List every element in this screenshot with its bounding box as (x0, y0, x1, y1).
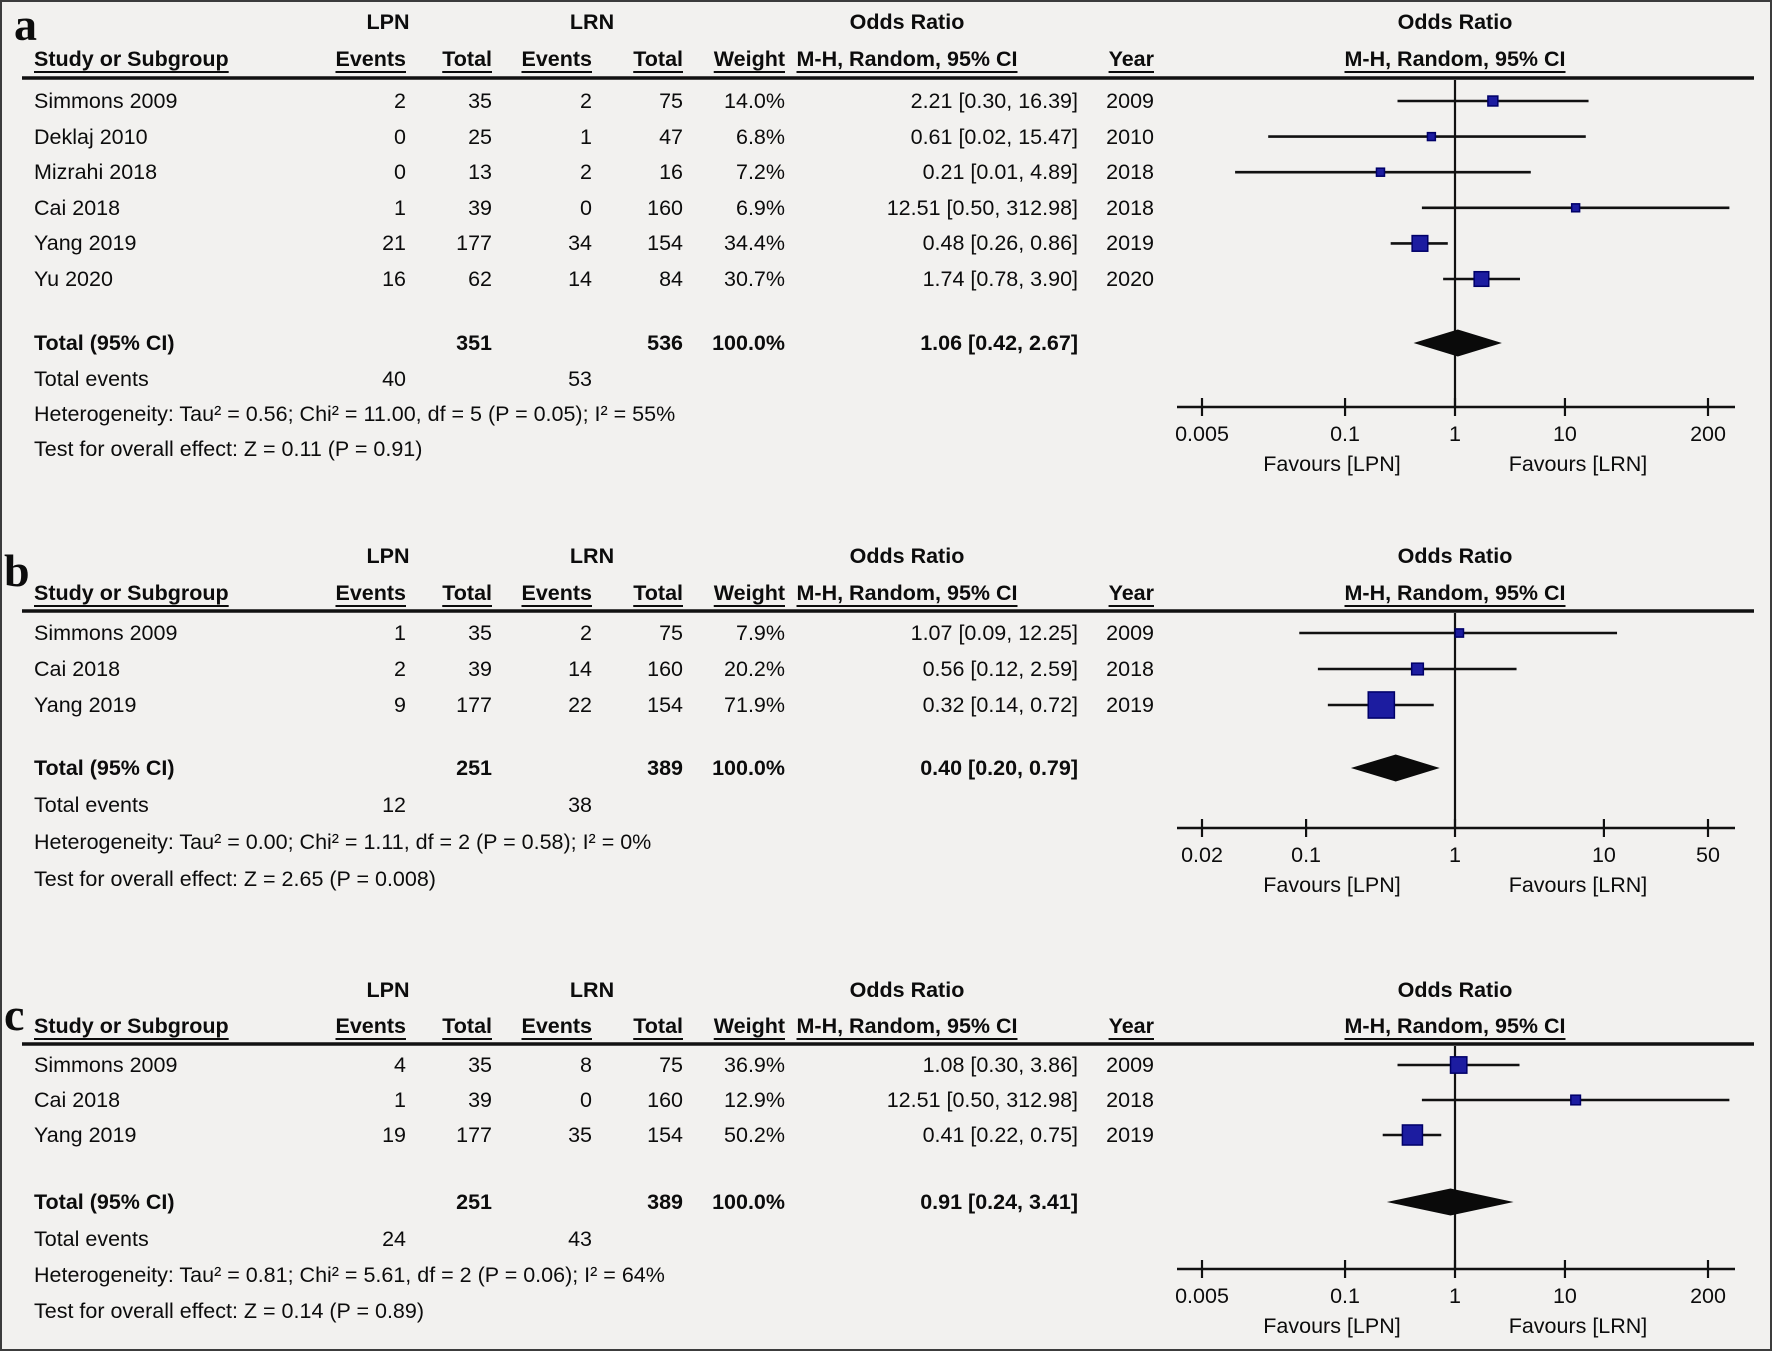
total-cell: 39 (468, 657, 492, 681)
favours-lpn-label: Favours [LPN] (1263, 452, 1401, 476)
col-header-mh-left: M-H, Random, 95% CI (796, 47, 1018, 71)
year-cell: 2018 (1106, 657, 1154, 681)
total-events-cell: 40 (382, 367, 406, 391)
col-header-events1: Events (335, 581, 406, 605)
year-cell: 2020 (1106, 267, 1154, 291)
weight-cell: 6.8% (735, 124, 785, 149)
year-cell: 2019 (1106, 231, 1154, 256)
total-cell: 47 (659, 124, 683, 149)
col-header-mh-right: M-H, Random, 95% CI (1344, 581, 1566, 605)
weight-cell: 14.0% (724, 89, 785, 113)
total-cell: 75 (659, 1053, 683, 1077)
col-header-events2: Events (521, 1014, 592, 1038)
or-ci-cell: 0.48 [0.26, 0.86] (922, 231, 1078, 256)
col-header-study: Study or Subgroup (34, 1014, 229, 1038)
total-row-label: Total (95% CI) (34, 331, 175, 355)
total-events-cell: 38 (568, 793, 592, 817)
axis-tick-label: 0.1 (1330, 1284, 1360, 1308)
or-marker (1451, 1057, 1467, 1073)
col-header-total1: Total (442, 47, 492, 71)
or-marker (1412, 236, 1428, 252)
col-header-year: Year (1108, 1014, 1154, 1038)
events-cell: 21 (382, 231, 406, 256)
or-ci-cell: 0.40 [0.20, 0.79] (920, 756, 1078, 780)
total-cell: 13 (468, 160, 492, 185)
study-label: Yang 2019 (34, 693, 137, 717)
weight-cell: 20.2% (724, 657, 785, 681)
events-cell: 0 (580, 195, 592, 220)
weight-cell: 36.9% (724, 1053, 785, 1077)
col-header-mh-left: M-H, Random, 95% CI (796, 1014, 1018, 1038)
study-label: Cai 2018 (34, 195, 121, 220)
or-ci-cell: 0.56 [0.12, 2.59] (922, 657, 1078, 681)
col-header-year: Year (1108, 47, 1154, 71)
or-marker (1376, 168, 1384, 176)
or-marker (1572, 204, 1580, 212)
overall-effect-text: Test for overall effect: Z = 2.65 (P = 0.008) (34, 867, 436, 891)
panel-label-c: c (4, 989, 25, 1040)
or-marker (1571, 1095, 1581, 1105)
total-cell: 389 (647, 1190, 683, 1214)
study-label: Simmons 2009 (34, 1053, 178, 1077)
or-ci-cell: 1.08 [0.30, 3.86] (922, 1053, 1078, 1077)
events-cell: 2 (580, 89, 592, 113)
overall-effect-text: Test for overall effect: Z = 0.11 (P = 0.91) (34, 437, 423, 461)
events-cell: 19 (382, 1123, 406, 1147)
study-label: Cai 2018 (34, 657, 121, 681)
year-cell: 2019 (1106, 693, 1154, 717)
col-header-total1: Total (442, 1014, 492, 1038)
col-header-mh-right: M-H, Random, 95% CI (1344, 47, 1566, 71)
summary-diamond (1351, 755, 1440, 782)
weight-cell: 100.0% (712, 756, 785, 780)
events-cell: 22 (568, 693, 592, 717)
group-header-lpn: LPN (366, 544, 410, 568)
or-header-left: Odds Ratio (849, 10, 965, 34)
events-cell: 0 (394, 160, 406, 185)
col-header-total2: Total (633, 1014, 683, 1038)
axis-tick-label: 200 (1690, 1284, 1726, 1308)
events-cell: 2 (394, 657, 406, 681)
study-label: Cai 2018 (34, 1088, 121, 1112)
events-cell: 1 (394, 621, 406, 645)
total-cell: 84 (659, 267, 683, 291)
year-cell: 2018 (1106, 160, 1154, 185)
or-ci-cell: 2.21 [0.30, 16.39] (910, 89, 1078, 113)
events-cell: 14 (568, 267, 592, 291)
total-cell: 389 (647, 756, 683, 780)
study-label: Mizrahi 2018 (34, 160, 158, 185)
or-ci-cell: 12.51 [0.50, 312.98] (886, 1088, 1078, 1112)
or-marker (1474, 272, 1489, 287)
or-ci-cell: 1.06 [0.42, 2.67] (920, 331, 1078, 355)
year-cell: 2009 (1106, 89, 1154, 113)
events-cell: 16 (382, 267, 406, 291)
or-marker (1427, 133, 1435, 141)
events-cell: 34 (568, 231, 592, 256)
total-cell: 160 (647, 195, 683, 220)
or-header-left: Odds Ratio (849, 978, 965, 1002)
axis-tick-label: 0.005 (1175, 422, 1229, 446)
axis-tick-label: 0.02 (1181, 843, 1223, 867)
axis-tick-label: 1 (1449, 843, 1461, 867)
or-ci-cell: 0.91 [0.24, 3.41] (920, 1190, 1078, 1214)
summary-diamond (1414, 330, 1502, 357)
col-header-events1: Events (335, 47, 406, 71)
events-cell: 2 (394, 89, 406, 113)
events-cell: 1 (580, 124, 592, 149)
axis-tick-label: 200 (1690, 422, 1726, 446)
total-cell: 536 (647, 331, 683, 355)
total-cell: 75 (659, 89, 683, 113)
favours-lpn-label: Favours [LPN] (1263, 1314, 1401, 1338)
total-row-label: Total (95% CI) (34, 756, 175, 780)
events-cell: 0 (394, 124, 406, 149)
total-cell: 35 (468, 621, 492, 645)
year-cell: 2018 (1106, 1088, 1154, 1112)
col-header-events2: Events (521, 581, 592, 605)
or-header-right: Odds Ratio (1397, 978, 1513, 1002)
or-header-right: Odds Ratio (1397, 10, 1513, 34)
or-ci-cell: 0.41 [0.22, 0.75] (922, 1123, 1078, 1147)
weight-cell: 7.2% (735, 160, 785, 185)
axis-tick-label: 10 (1552, 1284, 1577, 1308)
or-marker (1488, 96, 1498, 106)
total-cell: 25 (468, 124, 492, 149)
heterogeneity-text: Heterogeneity: Tau² = 0.81; Chi² = 5.61, df = 2 (P = 0.06); I² = 64% (34, 1263, 665, 1287)
or-marker (1455, 629, 1463, 637)
or-ci-cell: 1.74 [0.78, 3.90] (922, 267, 1078, 291)
weight-cell: 100.0% (712, 1190, 785, 1214)
or-marker (1412, 663, 1424, 675)
total-cell: 75 (659, 621, 683, 645)
weight-cell: 6.9% (735, 195, 785, 220)
or-ci-cell: 0.61 [0.02, 15.47] (910, 124, 1078, 149)
total-events-cell: 53 (568, 367, 592, 391)
weight-cell: 100.0% (712, 331, 785, 355)
total-cell: 35 (468, 89, 492, 113)
or-header-left: Odds Ratio (849, 544, 965, 568)
col-header-weight: Weight (713, 47, 785, 71)
study-label: Yang 2019 (34, 1123, 137, 1147)
weight-cell: 7.9% (735, 621, 785, 645)
col-header-weight: Weight (713, 581, 785, 605)
total-cell: 177 (456, 1123, 492, 1147)
overall-effect-text: Test for overall effect: Z = 0.14 (P = 0.89) (34, 1299, 424, 1323)
axis-tick-label: 50 (1696, 843, 1720, 867)
favours-lrn-label: Favours [LRN] (1508, 873, 1648, 897)
total-events-label: Total events (34, 1227, 149, 1251)
total-cell: 154 (647, 693, 683, 717)
total-cell: 16 (659, 160, 683, 185)
events-cell: 35 (568, 1123, 592, 1147)
events-cell: 2 (580, 160, 592, 185)
weight-cell: 30.7% (724, 267, 785, 291)
axis-tick-label: 10 (1591, 843, 1616, 867)
or-marker (1368, 692, 1394, 718)
col-header-mh-right: M-H, Random, 95% CI (1344, 1014, 1566, 1038)
col-header-events2: Events (521, 47, 592, 71)
year-cell: 2009 (1106, 1053, 1154, 1077)
or-header-right: Odds Ratio (1397, 544, 1513, 568)
col-header-study: Study or Subgroup (34, 581, 229, 605)
axis-tick-label: 1 (1449, 1284, 1461, 1308)
or-ci-cell: 0.21 [0.01, 4.89] (922, 160, 1078, 185)
panel-label-b: b (4, 545, 30, 596)
group-header-lpn: LPN (366, 10, 410, 34)
total-cell: 39 (468, 195, 492, 220)
study-label: Simmons 2009 (34, 89, 178, 113)
total-cell: 39 (468, 1088, 492, 1112)
axis-tick-label: 1 (1449, 422, 1461, 446)
col-header-total2: Total (633, 581, 683, 605)
total-cell: 160 (647, 1088, 683, 1112)
favours-lrn-label: Favours [LRN] (1508, 1314, 1648, 1338)
weight-cell: 34.4% (724, 231, 785, 256)
axis-tick-label: 0.1 (1291, 843, 1322, 867)
col-header-mh-left: M-H, Random, 95% CI (796, 581, 1018, 605)
total-events-cell: 43 (568, 1227, 592, 1251)
events-cell: 14 (568, 657, 592, 681)
total-cell: 251 (456, 1190, 492, 1214)
heterogeneity-text: Heterogeneity: Tau² = 0.00; Chi² = 1.11, df = 2 (P = 0.58); I² = 0% (34, 830, 652, 854)
col-header-events1: Events (335, 1014, 406, 1038)
total-events-cell: 24 (382, 1227, 406, 1251)
or-ci-cell: 0.32 [0.14, 0.72] (922, 693, 1078, 717)
events-cell: 2 (580, 621, 592, 645)
total-row-label: Total (95% CI) (34, 1190, 175, 1214)
or-ci-cell: 12.51 [0.50, 312.98] (886, 195, 1078, 220)
year-cell: 2009 (1106, 621, 1154, 645)
col-header-weight: Weight (713, 1014, 785, 1038)
or-marker (1402, 1125, 1422, 1145)
panel-label-a: a (14, 0, 37, 50)
group-header-lpn: LPN (366, 978, 410, 1002)
study-label: Deklaj 2010 (34, 124, 148, 149)
total-cell: 351 (456, 331, 492, 355)
events-cell: 1 (394, 1088, 406, 1112)
events-cell: 8 (580, 1053, 592, 1077)
study-label: Yu 2020 (34, 267, 113, 291)
year-cell: 2018 (1106, 195, 1154, 220)
axis-tick-label: 0.1 (1330, 422, 1360, 446)
total-cell: 35 (468, 1053, 492, 1077)
total-cell: 177 (456, 231, 492, 256)
group-header-lrn: LRN (569, 978, 615, 1002)
total-cell: 154 (647, 231, 683, 256)
weight-cell: 12.9% (724, 1088, 785, 1112)
total-events-label: Total events (34, 793, 149, 817)
col-header-study: Study or Subgroup (34, 47, 229, 71)
year-cell: 2019 (1106, 1123, 1154, 1147)
total-cell: 154 (647, 1123, 683, 1147)
col-header-total2: Total (633, 47, 683, 71)
total-cell: 160 (647, 657, 683, 681)
favours-lpn-label: Favours [LPN] (1263, 873, 1401, 897)
axis-tick-label: 0.005 (1175, 1284, 1229, 1308)
total-cell: 177 (456, 693, 492, 717)
total-cell: 251 (456, 756, 492, 780)
favours-lrn-label: Favours [LRN] (1508, 452, 1648, 476)
axis-tick-label: 10 (1552, 422, 1577, 446)
year-cell: 2010 (1106, 124, 1154, 149)
heterogeneity-text: Heterogeneity: Tau² = 0.56; Chi² = 11.00, df = 5 (P = 0.05); I² = 55% (34, 402, 676, 426)
total-events-label: Total events (34, 367, 149, 391)
events-cell: 1 (394, 195, 406, 220)
events-cell: 9 (394, 693, 406, 717)
summary-diamond (1387, 1189, 1514, 1216)
events-cell: 4 (394, 1053, 406, 1077)
group-header-lrn: LRN (569, 544, 615, 568)
total-events-cell: 12 (382, 793, 406, 817)
events-cell: 0 (580, 1088, 592, 1112)
col-header-total1: Total (442, 581, 492, 605)
study-label: Yang 2019 (34, 231, 137, 256)
weight-cell: 50.2% (724, 1123, 785, 1147)
or-ci-cell: 1.07 [0.09, 12.25] (910, 621, 1078, 645)
weight-cell: 71.9% (724, 693, 785, 717)
col-header-year: Year (1108, 581, 1154, 605)
study-label: Simmons 2009 (34, 621, 178, 645)
group-header-lrn: LRN (569, 10, 615, 34)
total-cell: 62 (468, 267, 492, 291)
